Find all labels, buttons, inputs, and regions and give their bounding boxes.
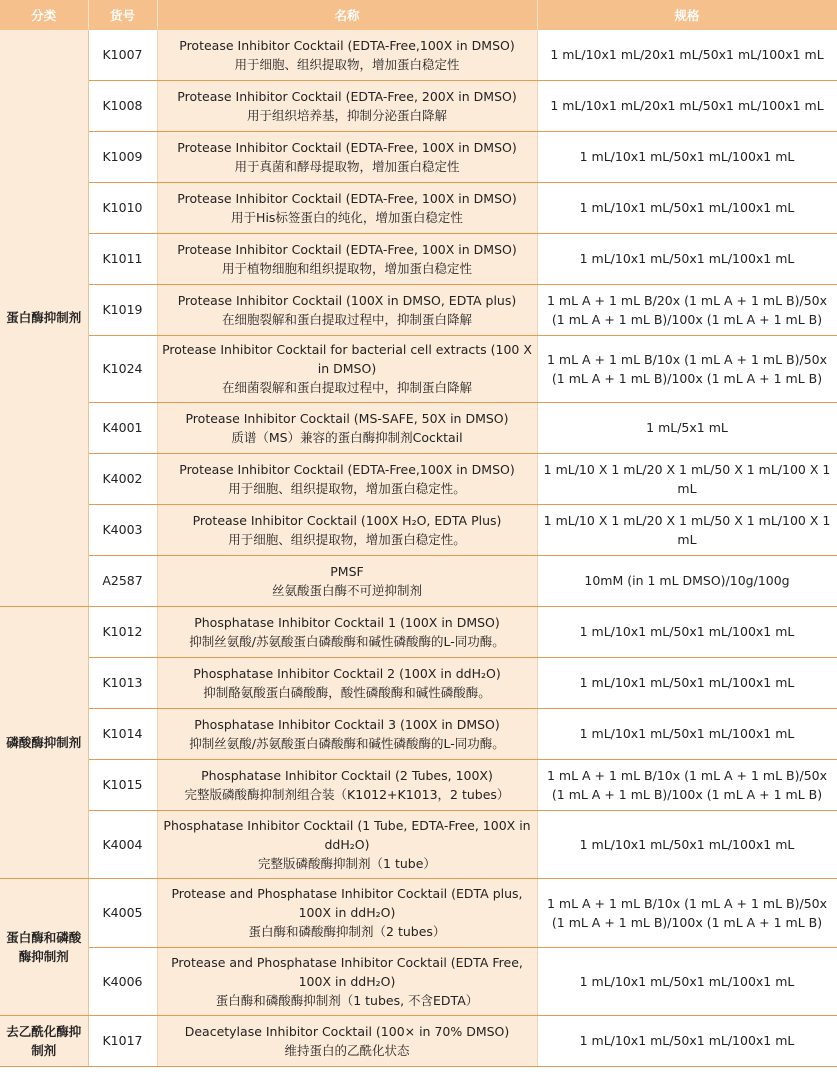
product-name-cell: [157, 131, 537, 182]
product-name-en: Phosphatase Inhibitor Cocktail (2 Tubes, 100X): [201, 767, 493, 783]
product-name-cell: [157, 1015, 537, 1066]
table-row: [0, 947, 837, 1015]
product-name-cell: [157, 708, 537, 759]
product-spec: 1 mL/10x1 mL/50x1 mL/100x1 mL: [537, 1015, 837, 1066]
product-spec: 1 mL A + 1 mL B/10x (1 mL A + 1 mL B)/50x (1 mL A + 1 mL B)/100x (1 mL A + 1 mL B): [537, 759, 837, 810]
table-row: [0, 335, 837, 402]
product-name-en: PMSF: [330, 563, 364, 579]
table-row: [0, 453, 837, 504]
product-code: K4001: [88, 402, 157, 453]
table-body: [0, 30, 837, 1066]
header-code: 货号: [88, 0, 157, 30]
product-code: K1017: [88, 1015, 157, 1066]
table-row: [0, 657, 837, 708]
product-name-en: Protease Inhibitor Cocktail (100X in DMSO, EDTA plus): [177, 292, 517, 308]
product-name-cell: [157, 657, 537, 708]
product-name-cell: [157, 453, 537, 504]
product-name-en: Phosphatase Inhibitor Cocktail 2 (100X in ddH₂O): [193, 665, 501, 681]
product-description-cn: 抑制酪氨酸蛋白磷酸酶，酸性磷酸酶和碱性磷酸酶。: [203, 684, 491, 700]
product-code: K4006: [88, 947, 157, 1015]
product-code: K1008: [88, 80, 157, 131]
product-description-cn: 丝氨酸蛋白酶不可逆抑制剂: [271, 582, 422, 598]
product-name-en: Phosphatase Inhibitor Cocktail (1 Tube, EDTA-Free, 100X in ddH₂O): [163, 817, 531, 852]
product-name-cell: [157, 504, 537, 555]
product-code: K1011: [88, 233, 157, 284]
product-description-cn: 蛋白酶和磷酸酶抑制剂（2 tubes）: [248, 924, 446, 939]
product-spec: 1 mL/5x1 mL: [537, 402, 837, 453]
product-code: K4004: [88, 810, 157, 878]
header-spec: 规格: [537, 0, 837, 30]
product-description-cn: 用于植物细胞和组织提取物，增加蛋白稳定性: [221, 260, 472, 276]
product-name-cell: [157, 335, 537, 402]
product-name-cell: [157, 402, 537, 453]
product-spec: 1 mL/10x1 mL/20x1 mL/50x1 mL/100x1 mL: [537, 30, 837, 80]
product-spec: 1 mL/10x1 mL/50x1 mL/100x1 mL: [537, 233, 837, 284]
product-code: K1012: [88, 606, 157, 657]
product-code: K1024: [88, 335, 157, 402]
product-spec: 1 mL/10 X 1 mL/20 X 1 mL/50 X 1 mL/100 X 1 mL: [537, 504, 837, 555]
product-name-cell: [157, 80, 537, 131]
product-name-en: Protease Inhibitor Cocktail (EDTA-Free, 100X in DMSO): [177, 190, 517, 206]
product-description-cn: 在细胞裂解和蛋白提取过程中，抑制蛋白降解: [221, 311, 472, 327]
product-code: K4003: [88, 504, 157, 555]
product-description-cn: 用于细胞、组织提取物，增加蛋白稳定性: [234, 56, 460, 72]
product-code: K1019: [88, 284, 157, 335]
table-row: [0, 284, 837, 335]
table-row: [0, 555, 837, 606]
product-name-en: Protease and Phosphatase Inhibitor Cocktail (EDTA plus, 100X in ddH₂O): [171, 886, 523, 920]
product-name-en: Protease Inhibitor Cocktail (MS-SAFE, 50X in DMSO): [185, 410, 509, 426]
product-description-cn: 用于细胞、组织提取物，增加蛋白稳定性。: [228, 531, 466, 547]
product-code: K4002: [88, 453, 157, 504]
table-row: [0, 80, 837, 131]
product-spec: 1 mL A + 1 mL B/10x (1 mL A + 1 mL B)/50x (1 mL A + 1 mL B)/100x (1 mL A + 1 mL B): [537, 335, 837, 402]
product-code: K1007: [88, 30, 157, 80]
product-description-cn: 质谱（MS）兼容的蛋白酶抑制剂Cocktail: [231, 429, 463, 445]
product-description-cn: 抑制丝氨酸/苏氨酸蛋白磷酸酶和碱性磷酸酶的L-同功酶。: [189, 633, 505, 649]
product-name-en: Protease Inhibitor Cocktail (EDTA-Free, 200X in DMSO): [177, 88, 517, 104]
product-spec: 1 mL/10x1 mL/50x1 mL/100x1 mL: [537, 947, 837, 1015]
product-name-en: Protease Inhibitor Cocktail (EDTA-Free, 100X in DMSO): [177, 241, 517, 257]
product-spec: 1 mL/10x1 mL/50x1 mL/100x1 mL: [537, 606, 837, 657]
product-name-cell: [157, 30, 537, 80]
table-row: [0, 131, 837, 182]
header-category: 分类: [0, 0, 88, 30]
product-spec: 1 mL/10x1 mL/50x1 mL/100x1 mL: [537, 657, 837, 708]
product-name-en: Protease Inhibitor Cocktail for bacterial cell extracts (100 X in DMSO): [162, 342, 532, 376]
product-name-cell: [157, 878, 537, 947]
header-name: 名称: [157, 0, 537, 30]
product-name-cell: [157, 284, 537, 335]
product-description-cn: 完整版磷酸酶抑制剂（1 tube）: [258, 855, 436, 871]
table-row: [0, 182, 837, 233]
product-spec: 1 mL/10x1 mL/50x1 mL/100x1 mL: [537, 131, 837, 182]
product-spec: 1 mL/10 X 1 mL/20 X 1 mL/50 X 1 mL/100 X 1 mL: [537, 453, 837, 504]
product-code: K1014: [88, 708, 157, 759]
category-cell: 磷酸酶抑制剂: [0, 606, 88, 878]
product-code: K1009: [88, 131, 157, 182]
product-code: K4005: [88, 878, 157, 947]
product-name-cell: [157, 182, 537, 233]
product-spec: 1 mL/10x1 mL/50x1 mL/100x1 mL: [537, 810, 837, 878]
product-name-en: Protease and Phosphatase Inhibitor Cocktail (EDTA Free, 100X in ddH₂O): [171, 954, 523, 989]
product-name-en: Deacetylase Inhibitor Cocktail (100× in 70% DMSO): [184, 1023, 510, 1039]
table-row: [0, 759, 837, 810]
table-row: [0, 1015, 837, 1066]
product-name-en: Protease Inhibitor Cocktail (100X H₂O, EDTA Plus): [192, 512, 502, 528]
product-name-cell: [157, 759, 537, 810]
product-spec: 1 mL/10x1 mL/50x1 mL/100x1 mL: [537, 182, 837, 233]
product-description-cn: 在细菌裂解和蛋白提取过程中，抑制蛋白降解: [221, 380, 472, 395]
table-row: [0, 402, 837, 453]
product-name-en: Phosphatase Inhibitor Cocktail 1 (100X in DMSO): [194, 614, 500, 630]
product-name-en: Protease Inhibitor Cocktail (EDTA-Free, 100X in DMSO): [177, 139, 517, 155]
table-row: [0, 504, 837, 555]
product-description-cn: 用于His标签蛋白的纯化，增加蛋白稳定性: [231, 209, 463, 225]
product-spec: 1 mL A + 1 mL B/20x (1 mL A + 1 mL B)/50x (1 mL A + 1 mL B)/100x (1 mL A + 1 mL B): [537, 284, 837, 335]
product-name-cell: [157, 810, 537, 878]
product-name-en: Protease Inhibitor Cocktail (EDTA-Free,100X in DMSO): [179, 461, 515, 477]
table-row: [0, 878, 837, 947]
product-name-cell: [157, 555, 537, 606]
table-row: [0, 606, 837, 657]
product-description-cn: 蛋白酶和磷酸酶抑制剂（1 tubes, 不含EDTA）: [215, 992, 479, 1008]
category-cell: 去乙酰化酶抑制剂: [0, 1015, 88, 1066]
product-code: K1010: [88, 182, 157, 233]
product-description-cn: 用于真菌和酵母提取物，增加蛋白稳定性: [234, 158, 460, 174]
product-name-en: Protease Inhibitor Cocktail (EDTA-Free,100X in DMSO): [179, 37, 515, 53]
product-name-en: Phosphatase Inhibitor Cocktail 3 (100X in DMSO): [194, 716, 500, 732]
table-row: [0, 810, 837, 878]
category-cell: 蛋白酶和磷酸酶抑制剂: [0, 878, 88, 1015]
product-spec: 1 mL/10x1 mL/20x1 mL/50x1 mL/100x1 mL: [537, 80, 837, 131]
table-row: [0, 233, 837, 284]
product-code: K1015: [88, 759, 157, 810]
product-name-cell: [157, 606, 537, 657]
product-code: A2587: [88, 555, 157, 606]
product-name-cell: [157, 947, 537, 1015]
header-row: [0, 0, 837, 30]
product-description-cn: 维持蛋白的乙酰化状态: [284, 1042, 410, 1058]
product-description-cn: 完整版磷酸酶抑制剂组合装（K1012+K1013，2 tubes）: [184, 786, 510, 802]
product-spec: 1 mL A + 1 mL B/10x (1 mL A + 1 mL B)/50x (1 mL A + 1 mL B)/100x (1 mL A + 1 mL B): [537, 878, 837, 947]
product-spec: 1 mL/10x1 mL/50x1 mL/100x1 mL: [537, 708, 837, 759]
product-name-cell: [157, 233, 537, 284]
product-spec: 10mM (in 1 mL DMSO)/10g/100g: [537, 555, 837, 606]
product-description-cn: 用于组织培养基，抑制分泌蛋白降解: [246, 107, 447, 123]
product-code: K1013: [88, 657, 157, 708]
category-cell: 蛋白酶抑制剂: [0, 30, 88, 606]
table-row: [0, 708, 837, 759]
table-row: [0, 30, 837, 80]
product-description-cn: 用于细胞、组织提取物，增加蛋白稳定性。: [228, 480, 466, 496]
product-description-cn: 抑制丝氨酸/苏氨酸蛋白磷酸酶和碱性磷酸酶的L-同功酶。: [189, 735, 505, 751]
